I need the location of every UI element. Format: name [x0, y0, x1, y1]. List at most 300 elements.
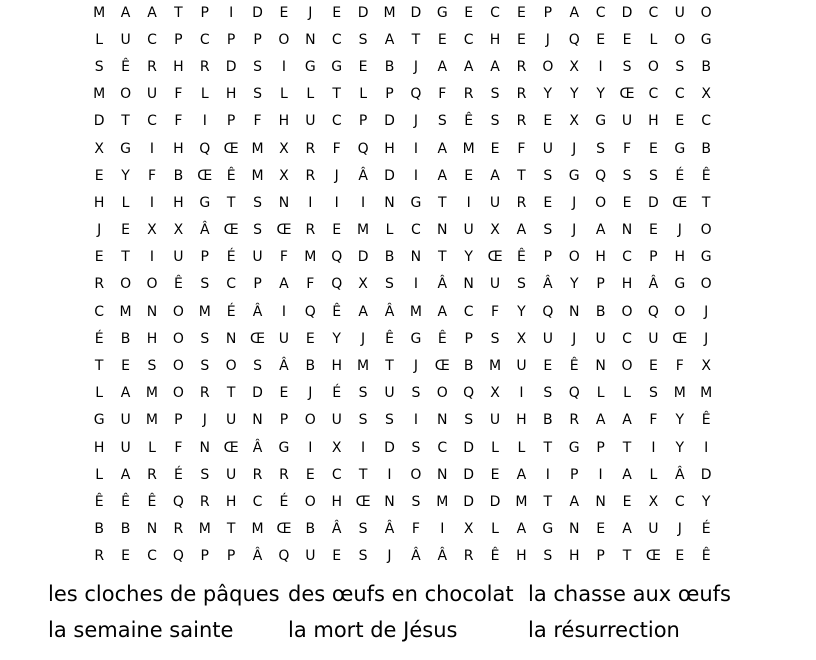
grid-letter: A	[516, 466, 527, 483]
grid-letter: D	[489, 493, 501, 510]
grid-letter: T	[622, 548, 632, 565]
grid-letter: Q	[410, 86, 422, 103]
grid-letter: C	[331, 113, 342, 130]
grid-letter: X	[279, 167, 289, 184]
grid-letter: E	[622, 194, 632, 211]
grid-letter: N	[437, 412, 448, 429]
grid-letter: Ê	[147, 493, 157, 510]
grid-letter: Y	[464, 249, 473, 266]
grid-letter: É	[94, 330, 104, 347]
grid-letter: O	[621, 358, 633, 375]
grid-letter: T	[358, 466, 368, 483]
grid-letter: P	[200, 249, 209, 266]
grid-letter: P	[253, 276, 262, 293]
grid-letter: L	[649, 466, 658, 483]
grid-letter: E	[305, 466, 315, 483]
grid-row	[86, 26, 719, 53]
grid-letter: J	[413, 58, 418, 75]
grid-letter: S	[358, 548, 368, 565]
grid-letter: C	[463, 31, 474, 48]
grid-row	[86, 516, 719, 543]
grid-letter: L	[649, 31, 658, 48]
grid-letter: É	[226, 303, 236, 320]
grid-letter: B	[701, 140, 711, 157]
grid-letter: D	[225, 58, 237, 75]
grid-letter: A	[279, 276, 289, 293]
grid-letter: O	[700, 4, 712, 21]
grid-letter: T	[94, 358, 104, 375]
grid-letter: Œ	[672, 194, 688, 211]
grid-row	[86, 543, 719, 570]
grid-letter: S	[200, 466, 210, 483]
grid-letter: O	[172, 385, 184, 402]
grid-letter: R	[516, 194, 527, 211]
grid-letter: G	[331, 58, 343, 75]
grid-letter: R	[94, 276, 105, 293]
grid-letter: Œ	[645, 548, 661, 565]
grid-letter: Ê	[490, 548, 500, 565]
grid-letter: R	[94, 548, 105, 565]
grid-letter: E	[648, 222, 658, 239]
grid-letter: B	[94, 521, 104, 538]
grid-letter: U	[120, 412, 131, 429]
grid-letter: F	[174, 86, 183, 103]
grid-letter: N	[568, 521, 580, 538]
grid-letter: D	[357, 249, 369, 266]
grid-letter: E	[490, 140, 500, 157]
grid-letter: L	[491, 439, 499, 456]
grid-letter: Â	[358, 167, 368, 184]
grid-letter: Ê	[437, 330, 447, 347]
grid-letter: H	[93, 439, 105, 456]
grid-letter: C	[226, 276, 237, 293]
grid-letter: E	[675, 548, 685, 565]
grid-letter: X	[701, 86, 711, 103]
grid-letter: E	[121, 222, 131, 239]
grid-letter: O	[172, 330, 184, 347]
grid-letter: X	[279, 140, 289, 157]
grid-letter: G	[410, 194, 422, 211]
grid-letter: M	[198, 521, 211, 538]
grid-letter: J	[704, 330, 709, 347]
grid-letter: G	[410, 330, 422, 347]
grid-letter: M	[93, 86, 106, 103]
grid-letter: C	[252, 493, 263, 510]
grid-letter: U	[226, 412, 237, 429]
grid-letter: S	[358, 521, 368, 538]
grid-letter: Q	[595, 167, 607, 184]
grid-letter: S	[147, 358, 157, 375]
grid-letter: T	[121, 113, 130, 130]
grid-letter: I	[598, 466, 603, 483]
grid-letter: N	[568, 303, 580, 320]
grid-letter: Ê	[701, 412, 711, 429]
grid-letter: Ê	[173, 276, 183, 293]
grid-letter: X	[331, 439, 342, 456]
grid-letter: J	[545, 31, 550, 48]
grid-letter: B	[463, 358, 474, 375]
grid-letter: T	[385, 358, 394, 375]
grid-letter: Œ	[276, 222, 292, 239]
grid-letter: A	[437, 140, 448, 157]
grid-letter: O	[568, 249, 580, 266]
grid-letter: E	[464, 4, 474, 21]
grid-letter: D	[700, 466, 712, 483]
grid-letter: C	[622, 330, 632, 347]
grid-letter: N	[146, 521, 158, 538]
grid-letter: R	[305, 140, 316, 157]
grid-letter: S	[543, 167, 553, 184]
grid-letter: H	[278, 113, 290, 130]
grid-letter: T	[543, 439, 553, 456]
grid-letter: J	[572, 222, 577, 239]
grid-letter: U	[146, 86, 158, 103]
grid-letter: Y	[569, 86, 579, 103]
grid-letter: S	[437, 113, 447, 130]
grid-letter: Y	[543, 86, 553, 103]
grid-letter: U	[489, 276, 501, 293]
grid-letter: T	[226, 194, 236, 211]
grid-letter: E	[543, 358, 553, 375]
grid-letter: C	[199, 31, 210, 48]
grid-letter: O	[674, 303, 686, 320]
grid-letter: N	[146, 303, 158, 320]
grid-letter: S	[253, 222, 262, 239]
grid-letter: P	[200, 548, 209, 565]
grid-letter: L	[280, 86, 288, 103]
grid-letter: B	[595, 303, 606, 320]
grid-letter: H	[225, 493, 237, 510]
grid-letter: E	[332, 548, 342, 565]
grid-letter: Q	[357, 140, 369, 157]
grid-letter: A	[490, 58, 500, 75]
grid-letter: C	[331, 466, 342, 483]
grid-letter: I	[308, 439, 313, 456]
grid-letter: R	[199, 385, 210, 402]
grid-letter: Œ	[223, 140, 239, 157]
grid-letter: U	[489, 194, 501, 211]
grid-letter: S	[385, 412, 394, 429]
letter-grid	[86, 0, 719, 570]
grid-letter: P	[385, 86, 394, 103]
grid-letter: P	[596, 548, 605, 565]
grid-letter: D	[384, 439, 395, 456]
grid-letter: F	[649, 412, 658, 429]
grid-letter: P	[570, 466, 579, 483]
grid-letter: M	[119, 303, 132, 320]
grid-row	[86, 53, 719, 80]
grid-letter: D	[648, 194, 659, 211]
grid-letter: D	[463, 466, 475, 483]
grid-letter: C	[648, 4, 659, 21]
grid-letter: Y	[332, 330, 341, 347]
grid-row	[86, 81, 719, 108]
grid-letter: É	[279, 493, 289, 510]
grid-letter: É	[332, 385, 342, 402]
grid-letter: M	[383, 4, 396, 21]
grid-letter: G	[199, 194, 211, 211]
grid-letter: A	[595, 222, 606, 239]
grid-letter: N	[437, 222, 448, 239]
grid-letter: L	[359, 86, 367, 103]
grid-letter: S	[358, 412, 368, 429]
grid-letter: S	[200, 330, 210, 347]
grid-letter: U	[305, 113, 316, 130]
grid-letter: P	[358, 113, 368, 130]
grid-letter: I	[149, 194, 155, 211]
grid-letter: D	[463, 493, 475, 510]
grid-letter: S	[517, 276, 526, 293]
grid-row	[86, 217, 719, 244]
grid-letter: C	[648, 86, 659, 103]
grid-letter: R	[147, 466, 157, 483]
grid-letter: O	[647, 58, 659, 75]
grid-letter: E	[279, 385, 289, 402]
grid-letter: R	[252, 466, 263, 483]
grid-letter: U	[331, 412, 342, 429]
grid-letter: Œ	[619, 86, 635, 103]
word-item: la semaine sainte	[48, 618, 234, 642]
grid-letter: F	[622, 140, 632, 157]
grid-letter: Â	[199, 222, 210, 239]
grid-letter: J	[387, 548, 392, 565]
grid-row	[86, 488, 719, 515]
grid-letter: H	[568, 548, 580, 565]
grid-letter: U	[542, 330, 553, 347]
grid-row	[86, 108, 719, 135]
grid-letter: N	[305, 31, 316, 48]
grid-letter: C	[674, 86, 685, 103]
grid-letter: I	[545, 466, 550, 483]
grid-letter: J	[677, 222, 682, 239]
grid-letter: S	[385, 276, 394, 293]
grid-letter: E	[332, 222, 342, 239]
grid-letter: O	[304, 412, 316, 429]
grid-letter: G	[120, 140, 132, 157]
grid-letter: Œ	[223, 222, 239, 239]
grid-letter: U	[384, 385, 395, 402]
grid-letter: X	[490, 222, 500, 239]
grid-letter: X	[516, 330, 527, 347]
grid-letter: H	[595, 249, 606, 266]
grid-letter: N	[410, 249, 422, 266]
grid-letter: T	[543, 493, 553, 510]
grid-letter: C	[463, 303, 474, 320]
grid-letter: S	[358, 385, 368, 402]
grid-letter: Y	[675, 412, 685, 429]
grid-letter: F	[147, 167, 156, 184]
grid-letter: D	[384, 167, 395, 184]
grid-letter: S	[253, 86, 262, 103]
grid-letter: E	[464, 167, 474, 184]
grid-letter: I	[440, 521, 445, 538]
grid-letter: P	[226, 548, 236, 565]
grid-letter: Ê	[94, 493, 104, 510]
grid-letter: O	[410, 466, 422, 483]
grid-letter: S	[596, 140, 606, 157]
grid-letter: E	[437, 31, 447, 48]
grid-letter: C	[147, 31, 157, 48]
grid-letter: Â	[252, 303, 263, 320]
grid-letter: B	[384, 249, 395, 266]
grid-letter: H	[516, 548, 527, 565]
grid-letter: J	[413, 358, 418, 375]
grid-letter: D	[252, 385, 263, 402]
grid-letter: X	[701, 358, 711, 375]
grid-letter: R	[173, 521, 184, 538]
grid-letter: E	[94, 167, 104, 184]
grid-letter: J	[308, 385, 313, 402]
grid-letter: G	[595, 113, 607, 130]
grid-letter: H	[331, 358, 342, 375]
grid-letter: C	[331, 31, 342, 48]
grid-letter: Â	[384, 303, 395, 320]
grid-letter: D	[410, 4, 422, 21]
grid-letter: O	[146, 276, 158, 293]
grid-letter: F	[306, 276, 315, 293]
grid-letter: E	[543, 113, 553, 130]
grid-letter: Ê	[701, 167, 711, 184]
grid-letter: T	[517, 167, 526, 184]
grid-letter: R	[199, 493, 210, 510]
grid-letter: O	[304, 493, 316, 510]
grid-letter: D	[357, 4, 369, 21]
grid-letter: U	[226, 466, 237, 483]
grid-letter: Ê	[701, 548, 711, 565]
grid-letter: E	[596, 521, 606, 538]
grid-letter: L	[95, 466, 104, 483]
grid-letter: I	[413, 412, 418, 429]
grid-letter: E	[332, 4, 342, 21]
grid-letter: Œ	[355, 493, 371, 510]
grid-letter: H	[146, 330, 158, 347]
grid-letter: R	[463, 548, 474, 565]
grid-row	[86, 434, 719, 461]
grid-letter: I	[651, 439, 656, 456]
grid-letter: G	[436, 4, 448, 21]
grid-letter: Ê	[226, 167, 236, 184]
grid-letter: Â	[437, 548, 448, 565]
grid-letter: B	[173, 167, 184, 184]
grid-letter: Q	[172, 548, 184, 565]
grid-letter: M	[304, 249, 317, 266]
grid-letter: P	[174, 31, 183, 48]
grid-letter: Q	[278, 548, 290, 565]
grid-letter: S	[411, 439, 421, 456]
grid-letter: T	[622, 439, 632, 456]
grid-letter: L	[306, 86, 315, 103]
grid-letter: F	[279, 249, 288, 266]
grid-letter: Q	[172, 493, 184, 510]
grid-letter: I	[149, 140, 155, 157]
grid-letter: S	[253, 194, 262, 211]
grid-letter: E	[648, 358, 658, 375]
grid-letter: I	[387, 466, 392, 483]
grid-letter: M	[251, 521, 264, 538]
grid-letter: O	[225, 358, 237, 375]
grid-letter: U	[463, 222, 474, 239]
grid-letter: O	[542, 58, 554, 75]
grid-letter: Â	[437, 276, 448, 293]
grid-letter: E	[517, 4, 526, 21]
grid-letter: T	[437, 194, 447, 211]
grid-letter: X	[463, 521, 474, 538]
grid-letter: T	[174, 4, 183, 21]
grid-letter: U	[173, 249, 184, 266]
grid-letter: G	[674, 140, 686, 157]
grid-letter: U	[252, 249, 263, 266]
grid-letter: Â	[279, 358, 289, 375]
grid-letter: B	[305, 358, 316, 375]
grid-letter: O	[436, 385, 448, 402]
grid-letter: I	[361, 194, 366, 211]
grid-letter: Œ	[223, 439, 239, 456]
grid-letter: O	[595, 194, 607, 211]
grid-letter: N	[595, 493, 606, 510]
grid-letter: A	[120, 4, 131, 21]
word-item: des œufs en chocolat	[288, 582, 514, 606]
grid-letter: L	[385, 222, 394, 239]
grid-letter: S	[490, 330, 500, 347]
word-item: la résurrection	[528, 618, 680, 642]
grid-letter: Y	[517, 303, 526, 320]
grid-letter: G	[700, 249, 712, 266]
grid-letter: T	[226, 385, 236, 402]
grid-letter: Q	[568, 31, 580, 48]
grid-letter: Ê	[464, 113, 474, 130]
grid-letter: B	[120, 521, 131, 538]
grid-letter: O	[172, 303, 184, 320]
grid-letter: Q	[463, 385, 475, 402]
grid-letter: B	[120, 330, 131, 347]
grid-letter: J	[308, 4, 313, 21]
grid-row	[86, 189, 719, 216]
grid-letter: M	[251, 167, 264, 184]
grid-letter: E	[675, 113, 685, 130]
grid-letter: R	[516, 113, 527, 130]
grid-letter: U	[120, 31, 131, 48]
grid-letter: S	[622, 167, 632, 184]
grid-letter: L	[596, 385, 605, 402]
grid-letter: A	[622, 412, 632, 429]
grid-letter: S	[200, 358, 210, 375]
grid-letter: Œ	[276, 521, 292, 538]
grid-letter: E	[648, 140, 658, 157]
grid-letter: É	[675, 167, 685, 184]
word-list	[48, 580, 768, 644]
grid-letter: X	[358, 276, 368, 293]
grid-letter: O	[700, 222, 712, 239]
grid-letter: D	[621, 4, 633, 21]
grid-letter: E	[358, 58, 368, 75]
grid-letter: C	[701, 113, 712, 130]
grid-letter: Â	[384, 521, 395, 538]
grid-letter: N	[384, 493, 395, 510]
grid-letter: L	[95, 385, 104, 402]
grid-letter: L	[623, 385, 631, 402]
grid-row	[86, 0, 719, 26]
grid-letter: N	[278, 194, 290, 211]
grid-letter: G	[568, 439, 580, 456]
grid-letter: U	[595, 330, 606, 347]
grid-letter: E	[121, 548, 131, 565]
grid-letter: N	[595, 358, 606, 375]
grid-letter: J	[97, 222, 102, 239]
grid-letter: H	[648, 113, 659, 130]
grid-letter: I	[281, 303, 286, 320]
grid-letter: D	[93, 113, 105, 130]
grid-letter: Y	[569, 276, 579, 293]
